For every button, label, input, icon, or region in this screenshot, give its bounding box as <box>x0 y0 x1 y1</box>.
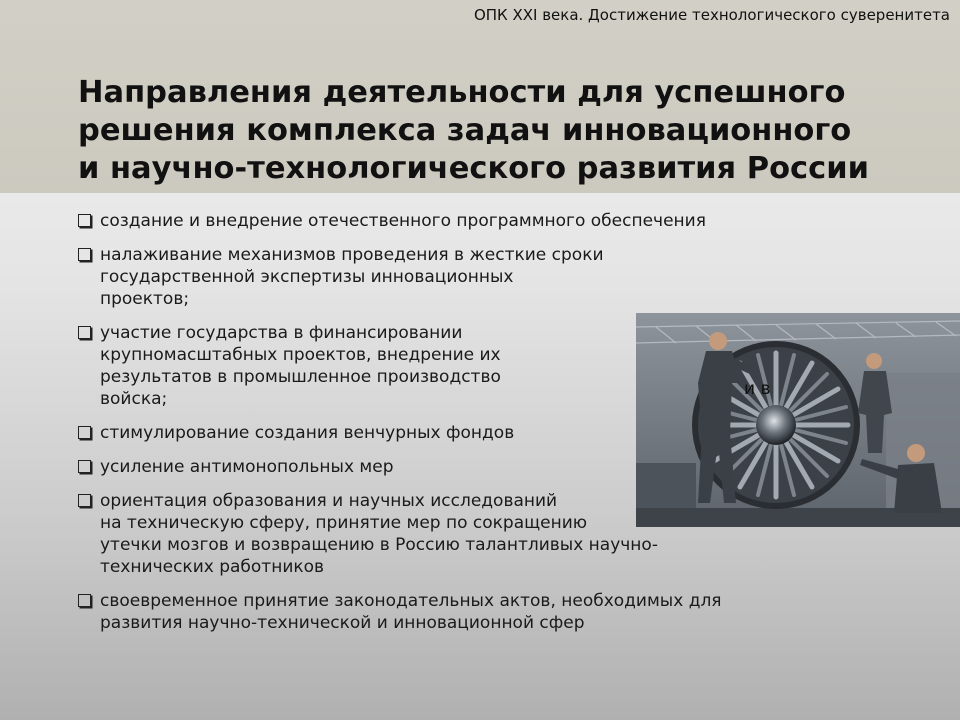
list-item-line: создание и внедрение отечественного программного обеспечения <box>100 211 706 231</box>
list-item-line: развития научно-технической и инновационной сфер <box>100 613 585 633</box>
list-item <box>78 244 778 310</box>
checkbox-bullet-icon <box>78 494 91 507</box>
checkbox-bullet-icon <box>78 460 91 473</box>
title-line-1: Направления деятельности для успешного <box>78 75 846 110</box>
photo-overlay-text: и в <box>744 379 771 399</box>
slide-title <box>78 74 938 188</box>
checkbox-bullet-icon <box>78 248 91 261</box>
checkbox-bullet-icon <box>78 326 91 339</box>
list-item-line: своевременное принятие законодательных актов, необходимых для <box>100 591 722 611</box>
list-item-line: участие государства в финансировании <box>100 323 463 343</box>
list-item <box>78 210 778 232</box>
list-item-line: проектов; <box>100 289 190 309</box>
jet-engine-photo <box>636 313 960 527</box>
list-item-line: результатов в промышленное производство <box>100 367 501 387</box>
list-item-line: налаживание механизмов проведения в жесткие сроки <box>100 245 604 265</box>
list-item-line: крупномасштабных проектов, внедрение их <box>100 345 501 365</box>
checkbox-bullet-icon <box>78 594 91 607</box>
jet-engine-illustration <box>636 313 960 527</box>
list-item-line: ориентация образования и научных исследований <box>100 491 558 511</box>
list-item <box>78 590 778 634</box>
list-item-line: государственной экспертизы инновационных <box>100 267 514 287</box>
checkbox-bullet-icon <box>78 426 91 439</box>
list-item-line: стимулирование создания венчурных фондов <box>100 423 515 443</box>
slide-header: ОПК XXI века. Достижение технологического суверенитета <box>473 6 950 24</box>
checkbox-bullet-icon <box>78 214 91 227</box>
list-item-line: утечки мозгов и возвращению в Россию талантливых научно- <box>100 535 658 555</box>
title-line-2: решения комплекса задач инновационного <box>78 113 852 148</box>
list-item-line: усиление антимонопольных мер <box>100 457 394 477</box>
list-item-line: войска; <box>100 389 168 409</box>
title-line-3: и научно-технологического развития России <box>78 151 869 186</box>
list-item-line: на техническую сферу, принятие мер по сокращению <box>100 513 588 533</box>
list-item-line: технических работников <box>100 557 325 577</box>
